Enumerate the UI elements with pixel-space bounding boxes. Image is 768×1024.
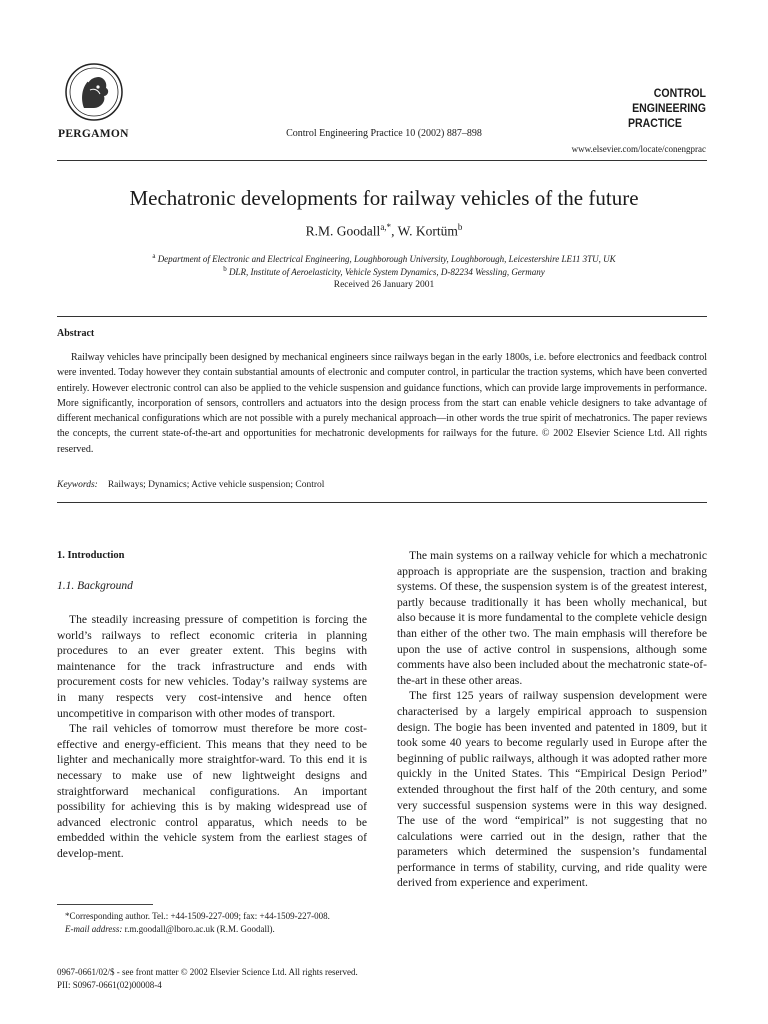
subsection-heading: 1.1. Background (57, 580, 133, 592)
paragraph: The main systems on a railway vehicle for which a mechatronic approach is appropriate are the suspension, traction and braking systems. Of these, the suspension system is of the greatest interest, partly because traditionally it has been wholly mechanical, but also because it is more fundamental to the complete vehicle design than either of the other two. The main emphasis will therefore be upon the use of active control in suspensions, although some comments have also been included about the mechatronic state-of-the-art in these other areas. (397, 549, 707, 687)
keywords-list: Railways; Dynamics; Active vehicle suspension; Control (107, 480, 325, 490)
email-label: E-mail address: (65, 924, 123, 934)
email-note (57, 923, 369, 936)
right-column-text (397, 548, 707, 891)
journal-brand-line2: PRACTICE (627, 116, 682, 130)
paragraph: The steadily increasing pressure of competition is forcing the world’s railways to reflect economic criteria in planning procedures to an ever greater extent. This begins with maintenance for the track infrastructure and ends with procurement costs for new vehicles. Today’s railway systems are in many respects very cost-intensive and hence often uncompetitive in comparison with other modes of transport. (57, 613, 367, 720)
affiliation-mark: b (223, 265, 227, 273)
publisher-name: PERGAMON (58, 128, 129, 140)
author-name: W. Kortüm (397, 223, 458, 239)
left-column-text (57, 612, 367, 862)
author-affiliation-mark: a,* (380, 222, 392, 232)
publisher-logo-icon (58, 60, 130, 124)
abstract-top-divider (57, 316, 707, 317)
affiliation-mark: a (152, 252, 156, 260)
footnote (57, 910, 369, 936)
author-name: R.M. Goodall (305, 223, 381, 239)
article-title: Mechatronic developments for railway vehicles of the future (129, 186, 639, 210)
journal-brand-line1: CONTROL ENGINEERING (632, 86, 706, 115)
abstract-heading: Abstract (57, 328, 95, 339)
pii-line: PII: S0967-0661(02)00008-4 (57, 980, 162, 990)
journal-brand (578, 86, 706, 131)
author-list (0, 222, 768, 240)
paragraph: The first 125 years of railway suspension development were characterised by a largely empirical approach to suspension design. The bogie has been invented and patented in 1809, but it took some 40 years to become regularly used in Europe after the beginning of public railways, although it was adopted rather more quickly in the United States. This “Empirical Design Period” extended throughout the first half of the 20th century, and some very successful suspension systems were in this way designed. The use of the word “empirical” is not suggesting that no calculations were carried out in the design, rather that the parameters which determined the suspension’s fundamental performance in terms of stability, curving, and ride quality were derived from experience and experiment. (397, 689, 707, 890)
email-address[interactable]: r.m.goodall@lboro.ac.uk (R.M. Goodall). (122, 924, 275, 934)
received-date: Received 26 January 2001 (333, 280, 435, 290)
author-affiliation-mark: b (457, 222, 463, 232)
abstract-bottom-divider (57, 502, 707, 503)
author-separator: , (391, 223, 398, 239)
affiliation-text: DLR, Institute of Aeroelasticity, Vehicle System Dynamics, D-82234 Wessling, Germany (228, 267, 545, 277)
journal-reference: Control Engineering Practice 10 (2002) 887–898 (286, 128, 482, 139)
keywords-label: Keywords: (57, 480, 98, 490)
footnote-divider (57, 904, 153, 905)
section-heading: 1. Introduction (57, 550, 125, 561)
copyright-line: 0967-0661/02/$ - see front matter © 2002 Elsevier Science Ltd. All rights reserved. (57, 967, 358, 977)
abstract-text: Railway vehicles have principally been designed by mechanical engineers since railways began in the early 1800s, i.e. before electronics and feedback control were invented. Today however they contain substantial amounts of electronic and computer control, in particular the traction systems, which have been converted entirely. However electronic control can also be applied to the vehicle suspension and guidance functions, which can provide large improvements in performance. More significantly, incorporation of sensors, controllers and actuators into the design process from the start can enable vehicle designers to take advantage of different mechanical configurations which are not possible with a purely mechanical approach—in other words the true spirit of mechatronics. The paper reviews the concepts, the current state-of-the-art and opportunities for mechatronic developments for railways for the future. © 2002 Elsevier Science Ltd. All rights reserved. (57, 352, 707, 455)
affiliation-text: Department of Electronic and Electrical Engineering, Loughborough University, Loughborough, Leicestershire LE11 3TU, UK (157, 254, 616, 264)
header-divider (57, 160, 707, 161)
paragraph: The rail vehicles of tomorrow must therefore be more cost-effective and energy-efficient. This means that they need to be lighter and mechanically more straightfor-ward. To this end it is necessary to make use of new lightweight designs and straightforward mechanical configurations. An important possibility for achieving this is by making widespread use of advanced electronic control apparatus, which needs to be embedded within the vehicle system from the earliest stages of develop-ment. (57, 722, 367, 860)
journal-url[interactable]: www.elsevier.com/locate/conengprac (571, 144, 706, 154)
front-matter (57, 966, 358, 992)
corresponding-author-note: *Corresponding author. Tel.: +44-1509-227-009; fax: +44-1509-227-008. (65, 911, 330, 921)
keywords (57, 480, 324, 490)
affiliation-b (60, 263, 708, 278)
